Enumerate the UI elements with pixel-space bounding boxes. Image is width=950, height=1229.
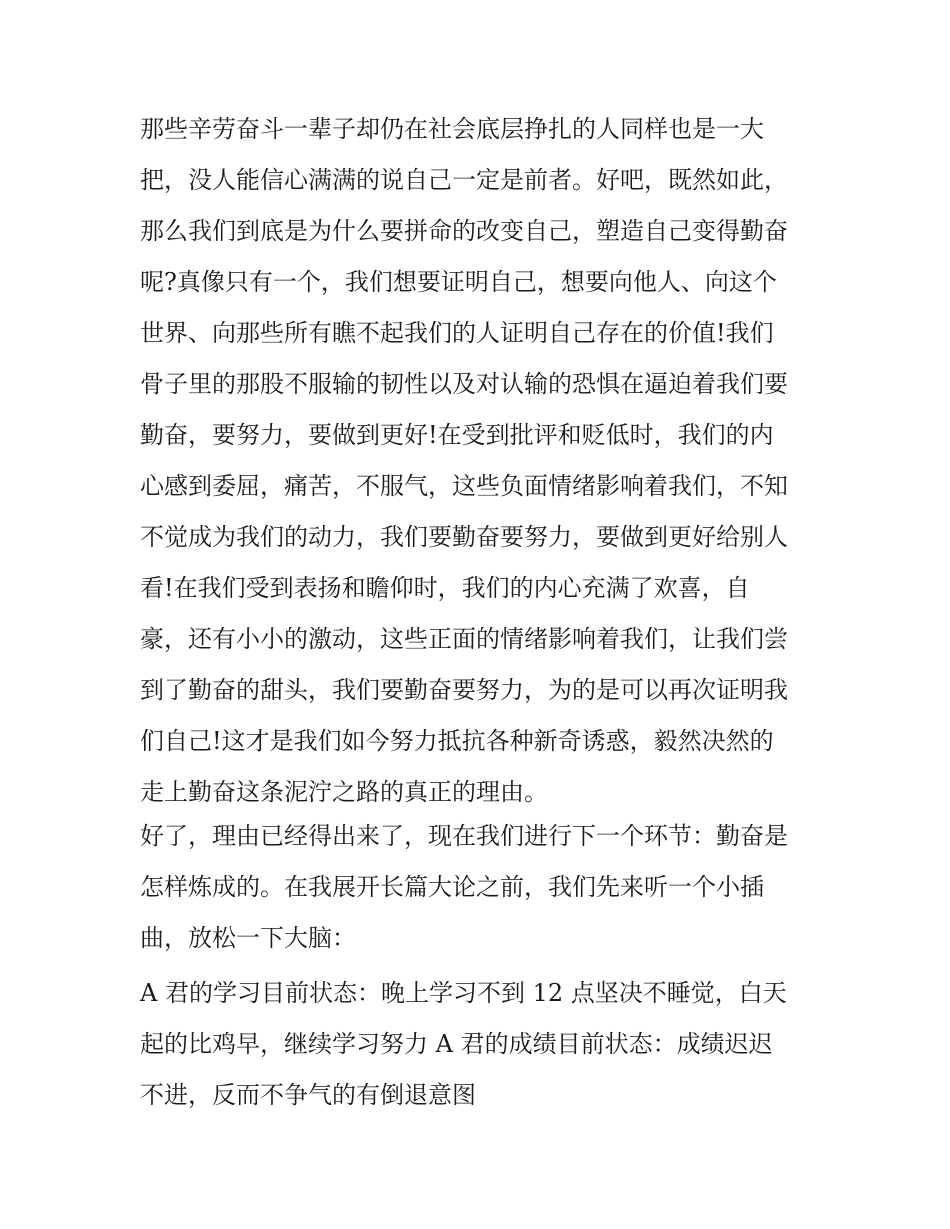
text-line: 骨子里的那股不服输的韧性以及对认输的恐惧在逼迫着我们要 [140,370,788,398]
paragraph-a-jun-status [140,968,820,1121]
text-line: 不进，反而不争气的有倒退意图 [140,1081,476,1109]
text-line: 看!在我们受到表扬和瞻仰时，我们的内心充满了欢喜，自 [140,574,750,602]
text-line: 那么我们到底是为什么要拼命的改变自己，塑造自己变得勤奋 [140,217,788,245]
text-line: 走上勤奋这条泥泞之路的真正的理由。 [140,778,548,806]
text-line: 好了，理由已经得出来了，现在我们进行下一个环节：勤奋是 [140,822,788,850]
text-line: 世界、向那些所有瞧不起我们的人证明自己存在的价值!我们 [140,319,774,347]
text-line: 们自己!这才是我们如今努力抵抗各种新奇诱惑，毅然决然的 [140,727,774,755]
text-line: 怎样炼成的。在我展开长篇大论之前，我们先来听一个小插 [140,873,764,901]
text-line: 到了勤奋的甜头，我们要勤奋要努力，为的是可以再次证明我 [140,676,788,704]
text-line: 勤奋，要努力，要做到更好!在受到批评和贬低时，我们的内 [140,421,774,449]
text-line: A 君的学习目前状态：晚上学习不到 12 点坚决不睡觉，白天 [140,979,787,1007]
text-line: 不觉成为我们的动力，我们要勤奋要努力，要做到更好给别人 [140,523,788,551]
paragraph-reasons [140,104,820,818]
text-line: 把，没人能信心满满的说自己一定是前者。好吧，既然如此， [140,166,788,194]
paragraph-transition [140,811,820,964]
text-line: 起的比鸡早，继续学习努力 A 君的成绩目前状态：成绩迟迟 [140,1030,773,1058]
text-line: 心感到委屈，痛苦，不服气，这些负面情绪影响着我们，不知 [140,472,788,500]
text-line: 呢?真像只有一个，我们想要证明自己，想要向他人、向这个 [140,268,777,296]
text-line: 豪，还有小小的激动，这些正面的情绪影响着我们，让我们尝 [140,625,788,653]
text-line: 曲，放松一下大脑： [140,924,356,952]
text-line: 那些辛劳奋斗一辈子却仍在社会底层挣扎的人同样也是一大 [140,115,764,143]
